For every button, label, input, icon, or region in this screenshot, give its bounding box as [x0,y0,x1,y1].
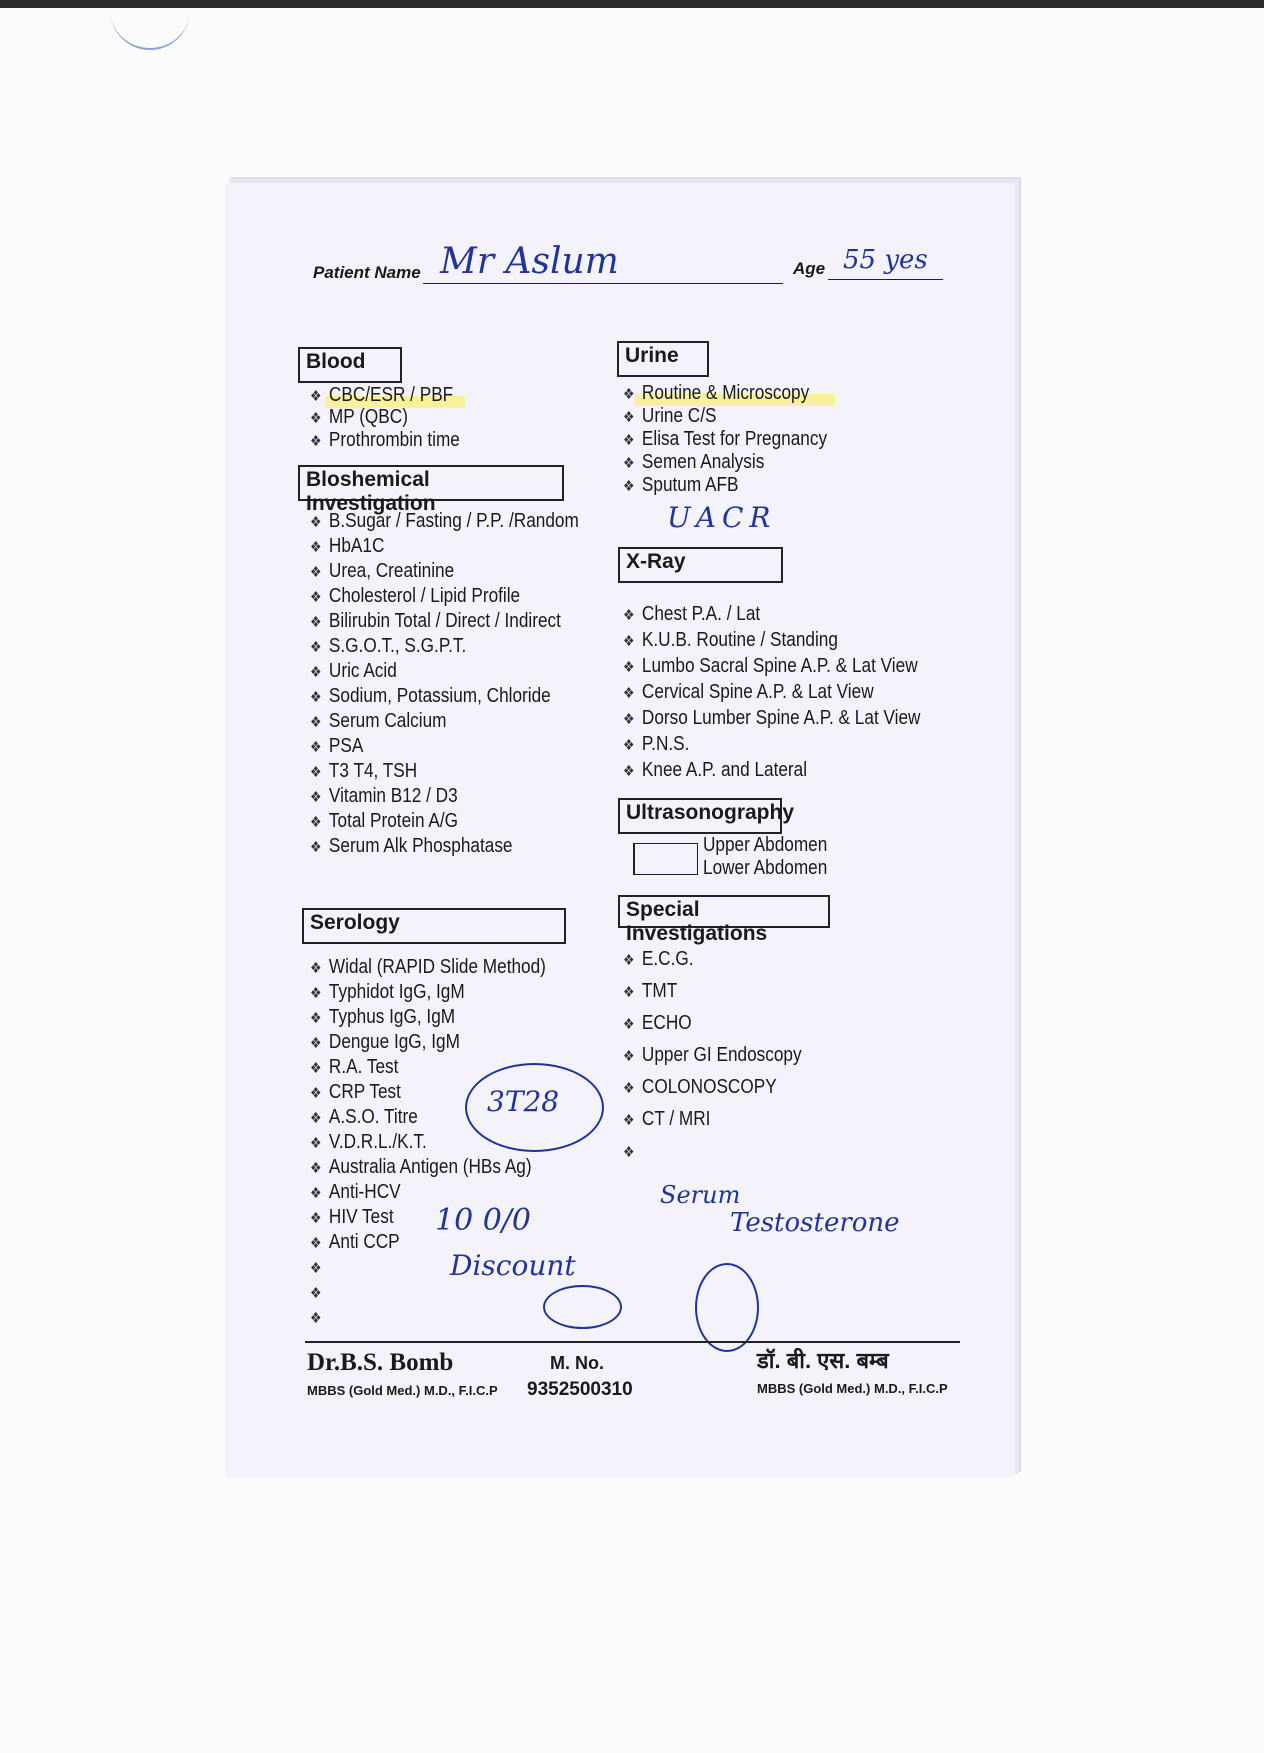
bio-item: ❖ Uric Acid [310,660,397,682]
special-item: ❖ COLONOSCOPY [623,1076,777,1098]
handwritten-testosterone: Testosterone [730,1208,900,1238]
bio-item: ❖ HbA1C [310,535,385,557]
special-item: ❖ [623,1144,635,1161]
serology-item: ❖ Dengue IgG, IgM [310,1031,460,1053]
serology-item: ❖ R.A. Test [310,1056,399,1078]
serology-item: ❖ CRP Test [310,1081,401,1103]
serology-item: ❖ Typhidot IgG, IgM [310,981,465,1003]
serology-item: ❖ Typhus IgG, IgM [310,1006,456,1028]
signature-scribble [695,1263,759,1352]
blood-item: ❖ CBC/ESR / PBF [310,384,454,406]
patient-name-label: Patient Name [313,263,421,282]
special-investigations-header: Special Investigations [618,895,830,928]
serology-item: ❖ A.S.O. Titre [310,1106,418,1128]
bio-item: ❖ Serum Calcium [310,710,447,732]
serology-item: ❖ [310,1310,322,1327]
bio-item: ❖ S.G.O.T., S.G.P.T. [310,635,467,657]
bio-item: ❖ Urea, Creatinine [310,560,455,582]
blood-item: ❖ Prothrombin time [310,429,460,451]
xray-item: ❖ Lumbo Sacral Spine A.P. & Lat View [623,655,918,677]
handwritten-circled-note: 3T28 [487,1085,560,1118]
patient-name-line [423,283,783,284]
usg-item: Lower Abdomen [703,857,828,879]
biochemical-header: Bloshemical Investigation [298,465,564,501]
xray-item: ❖ Knee A.P. and Lateral [623,759,808,781]
mno-label: M. No. [550,1353,604,1373]
bio-item: ❖ T3 T4, TSH [310,760,418,782]
blood-item: ❖ MP (QBC) [310,406,408,428]
signature-scribble [543,1285,622,1329]
special-item: ❖ TMT [623,980,678,1002]
bio-item: ❖ Total Protein A/G [310,810,458,832]
special-item: ❖ E.C.G. [623,948,694,970]
special-item: ❖ ECHO [623,1012,692,1034]
urine-header: Urine [617,341,709,377]
xray-item: ❖ Chest P.A. / Lat [623,603,761,625]
handwritten-serum: Serum [660,1181,741,1209]
xray-header: X-Ray [618,547,783,583]
special-item: ❖ Upper GI Endoscopy [623,1044,802,1066]
serology-item: ❖ Anti CCP [310,1231,400,1253]
xray-item: ❖ P.N.S. [623,733,690,755]
handwritten-discount: Discount [450,1249,576,1282]
mno-value: 9352500310 [527,1379,633,1400]
xray-item: ❖ Cervical Spine A.P. & Lat View [623,681,874,703]
bio-item: ❖ Sodium, Potassium, Chloride [310,685,551,707]
bio-item: ❖ Vitamin B12 / D3 [310,785,458,807]
bio-item: ❖ Serum Alk Phosphatase [310,835,513,857]
serology-item: ❖ Australia Antigen (HBs Ag) [310,1156,532,1178]
xray-item: ❖ Dorso Lumber Spine A.P. & Lat View [623,707,921,729]
xray-item: ❖ K.U.B. Routine / Standing [623,629,838,651]
doctor-qualification: MBBS (Gold Med.) M.D., F.I.C.P [307,1383,498,1398]
urine-item: ❖ Urine C/S [623,405,717,427]
urine-item: ❖ Elisa Test for Pregnancy [623,428,828,450]
age-value: 55 yes [843,245,928,275]
serology-item: ❖ Widal (RAPID Slide Method) [310,956,546,978]
bio-item: ❖ Cholesterol / Lipid Profile [310,585,521,607]
footer-rule [305,1341,960,1343]
scan-edge [0,0,1264,8]
special-item: ❖ CT / MRI [623,1108,711,1130]
urine-item: ❖ Routine & Microscopy [623,382,810,404]
doctor-qualification-right: MBBS (Gold Med.) M.D., F.I.C.P [757,1381,948,1396]
doctor-name: Dr.B.S. Bomb [307,1349,454,1376]
serology-item: ❖ HIV Test [310,1206,394,1228]
scan-mark [110,8,190,50]
serology-item: ❖ Anti-HCV [310,1181,401,1203]
handwritten-percent: 10 0/0 [435,1203,531,1238]
bio-item: ❖ PSA [310,735,364,757]
usg-item: Upper Abdomen [703,834,828,856]
bio-item: ❖ B.Sugar / Fasting / P.P. /Random [310,510,579,532]
serology-item: ❖ [310,1285,322,1302]
handwritten-uacr: UACR [667,501,777,534]
age-label: Age [793,259,826,278]
blood-header: Blood [298,347,402,383]
age-line [828,279,943,280]
urine-item: ❖ Semen Analysis [623,451,765,473]
doctor-name-hindi: डॉ. बी. एस. बम्ब [757,1348,889,1373]
prescription-sheet [225,183,1015,1478]
bio-item: ❖ Bilirubin Total / Direct / Indirect [310,610,561,632]
ultrasonography-header: Ultrasonography [618,798,782,834]
serology-item: ❖ [310,1260,322,1277]
usg-bracket [633,843,698,875]
patient-name-value: Mr Aslum [440,241,619,282]
serology-item: ❖ V.D.R.L./K.T. [310,1131,427,1153]
serology-header: Serology [302,908,566,944]
urine-item: ❖ Sputum AFB [623,474,739,496]
